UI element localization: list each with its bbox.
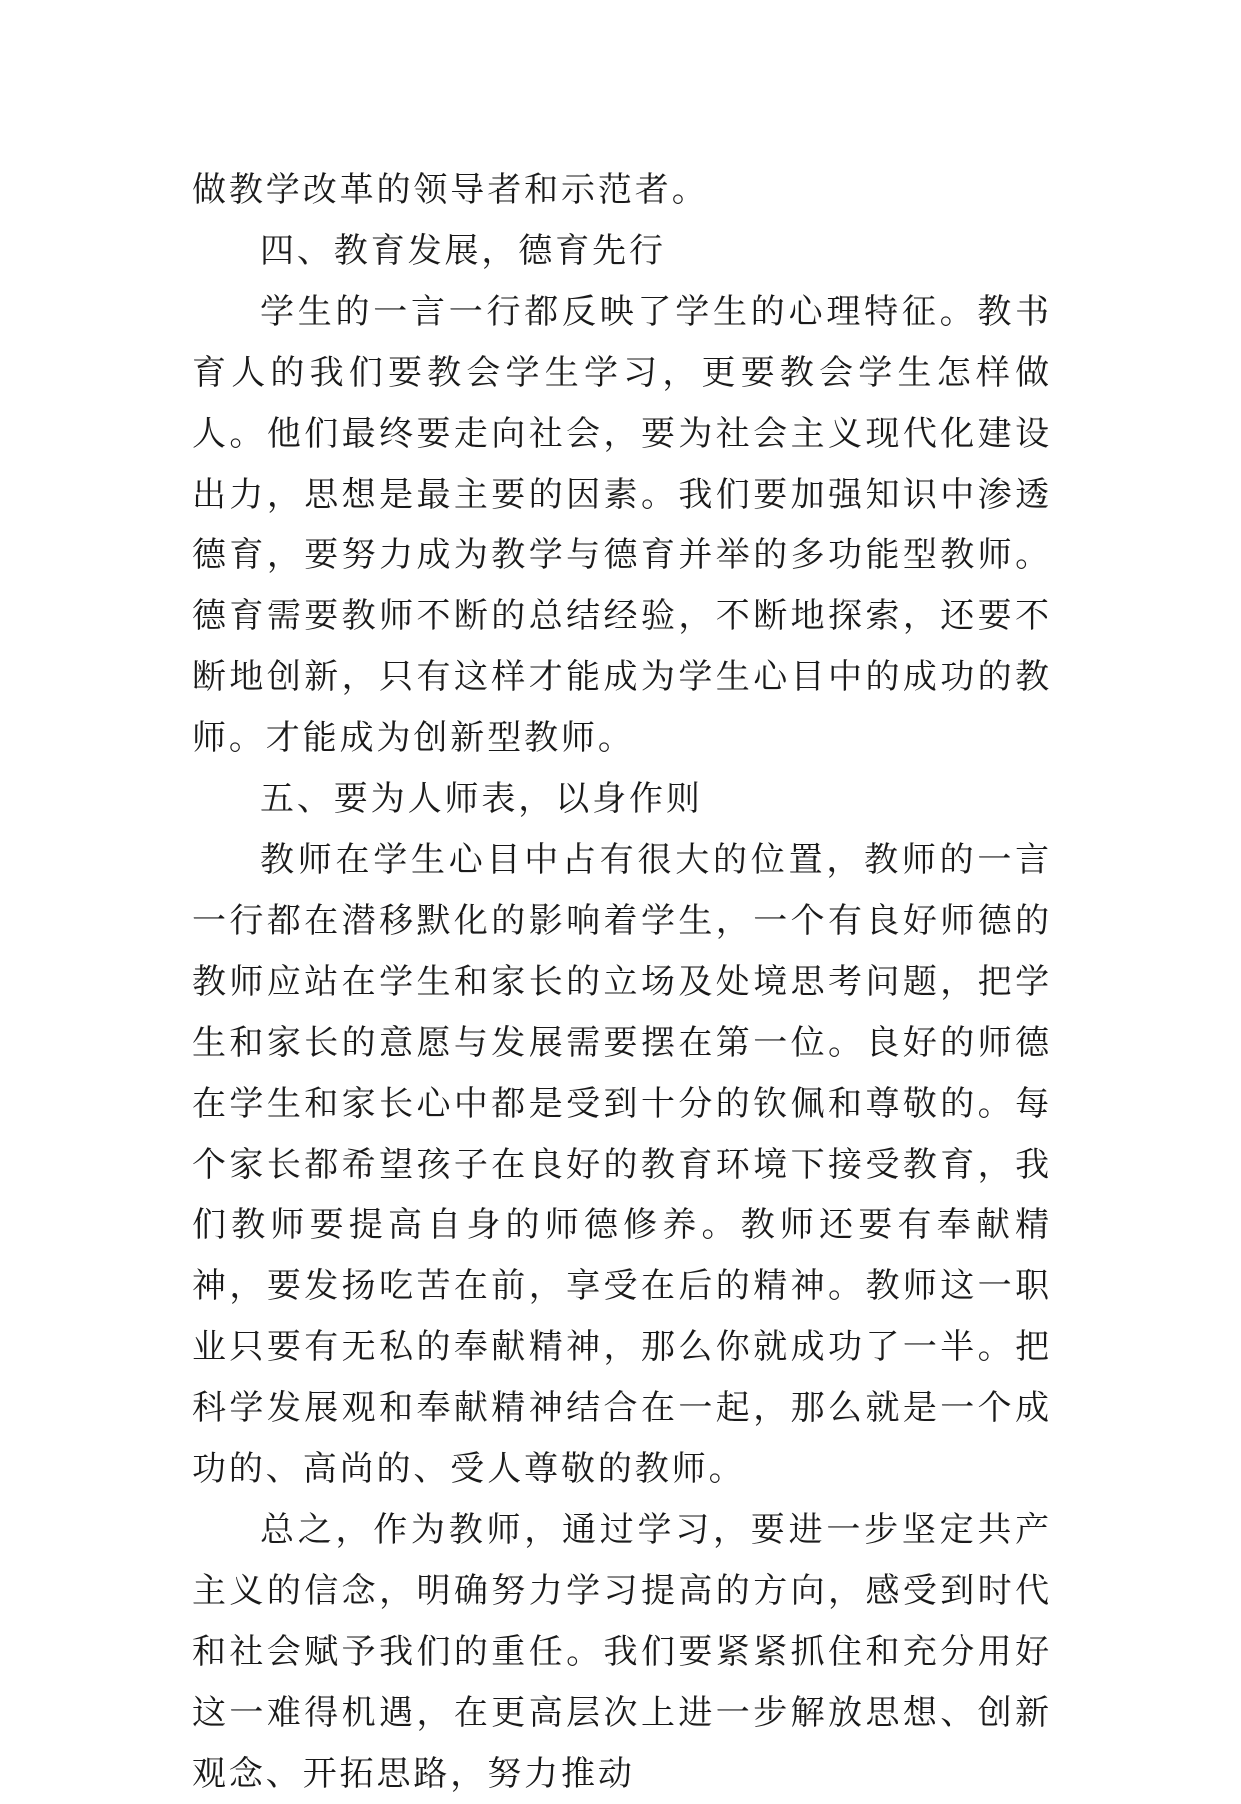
paragraph-moral-education: 学生的一言一行都反映了学生的心理特征。教书育人的我们要教会学生学习，更要教会学生怎样做人。他们最终要走向社会，要为社会主义现代化建设出力，思想是最主要的因素。我们要加强知识中渗透德育，要努力成为教学与德育并举的多功能型教师。德育需要教师不断的总结经验，不断地探索，还要不断地创新，只有这样才能成为学生心目中的成功的教师。才能成为创新型教师。	[192, 291, 1052, 759]
section-heading-four: 四、教育发展，德育先行	[260, 230, 666, 271]
paragraph-role-model: 教师在学生心目中占有很大的位置，教师的一言一行都在潜移默化的影响着学生，一个有良好师德的教师应站在学生和家长的立场及处境思考问题，把学生和家长的意愿与发展需要摆在第一位。良好的师德在学生和家长心中都是受到十分的钦佩和尊敬的。每个家长都希望孩子在良好的教育环境下接受教育，我们教师要提高自身的师德修养。教师还要有奉献精神，要发扬吃苦在前，享受在后的精神。教师这一职业只要有无私的奉献精神，那么你就成功了一半。把科学发展观和奉献精神结合在一起，那么就是一个成功的、高尚的、受人尊敬的教师。	[192, 839, 1052, 1490]
document-body	[192, 160, 1052, 1804]
paragraph-continuation: 做教学改革的领导者和示范者。	[192, 170, 709, 210]
section-heading-five: 五、要为人师表，以身作则	[260, 779, 703, 820]
paragraph-conclusion: 总之，作为教师，通过学习，要进一步坚定共产主义的信念，明确努力学习提高的方向，感受到时代和社会赋予我们的重任。我们要紧紧抓住和充分用好这一难得机遇，在更高层次上进一步解放思想、创新观念、开拓思路，努力推动	[192, 1509, 1052, 1794]
